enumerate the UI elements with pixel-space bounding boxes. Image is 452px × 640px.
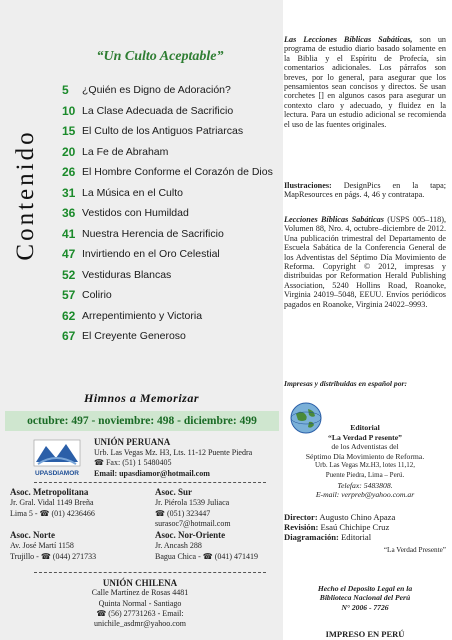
publication-info: Lecciones Bíblicas Sabáticas (USPS 005–118), Volumen 88, Nro. 4, octubre–diciembre de 2012. Una publicación trimestral del Departamento de Escuela Sabática de la Conferencia General de los Adventistas del Séptimo Día Movimiento de Reforma. Copyright © 2012, impresas y distribuidas por Reformation Herald Publishing Association, 5240 Hollins Road, Roanoke, Virginia 24019–5048, EEUU. Envíos periódicos pagados en Roanoke, Virginia 24022–9993. — [284, 215, 446, 309]
toc-item: 67 El Creyente Generoso — [62, 329, 186, 344]
union-chilena-info: UNIÓN CHILENA Calle Martínez de Rosas 4481 Quinta Normal - Santiago ☎ (56) 27731263 - Email: unichile_asdmr@yahoo.com — [91, 578, 189, 629]
toc-item: 20 La Fe de Abraham — [62, 144, 169, 159]
asoc-sur: Asoc. Sur Jr. Piérola 1539 Juliaca ☎ (051) 323447 surasoc7@hotmail.com — [155, 487, 231, 529]
diagramacion-sub: “La Verdad Presente” — [383, 546, 446, 554]
toc-item: 52 Vestiduras Blancas — [62, 267, 172, 282]
toc-item: 10 La Clase Adecuada de Sacrificio — [62, 103, 234, 118]
toc-item: 47 Invirtiendo en el Oro Celestial — [62, 247, 220, 262]
toc-item: 41 Nuestra Herencia de Sacrificio — [62, 226, 224, 241]
toc-item: 62 Arrepentimiento y Victoria — [62, 308, 203, 323]
toc-item: 36 Vestidos con Humildad — [62, 206, 189, 221]
divider — [34, 482, 266, 483]
toc-item: 5 ¿Quién es Digno de Adoración? — [62, 83, 231, 98]
asoc-nor-oriente: Asoc. Nor-Oriente Jr. Ancash 288 Bagua Chica - ☎ (041) 471419 — [155, 530, 259, 561]
asoc-metropolitana: Asoc. Metropolitana Jr. Gral. Vidal 1149 Breña Lima 5 - ☎ (01) 4236466 — [10, 487, 95, 518]
table-of-contents — [62, 80, 282, 347]
asoc-norte: Asoc. Norte Av. José Martí 1158 Trujillo - ☎ (044) 271733 — [10, 530, 97, 561]
toc-item: 26 El Hombre Conforme el Corazón de Dios — [62, 165, 273, 180]
main-title: “Un Culto Aceptable” — [96, 49, 224, 64]
toc-item: 57 Colirio — [62, 288, 112, 303]
hymns-dates: octubre: 497 - noviembre: 498 - diciembre: 499 — [5, 411, 279, 431]
toc-item: 15 El Culto de los Antiguos Patriarcas — [62, 124, 244, 139]
svg-text:UPASDIAMOR: UPASDIAMOR — [35, 470, 79, 477]
toc-item: 31 La Música en el Culto — [62, 185, 183, 200]
legal-deposit: Hecho el Deposito Legal en la Biblioteca Nacional del Perú N° 2006 - 7726 — [317, 584, 413, 612]
union-peruana-info: UNIÓN PERUANA Urb. Las Vegas Mz. H3, Lts. 11-12 Puente Piedra ☎ Fax: (51) 1 5480405 Email: upasdiamor@hotmail.com — [94, 437, 253, 478]
divider — [34, 572, 266, 573]
vertical-title: Contenido — [12, 129, 39, 261]
editorial-block: Editorial “La Verdad P resente” de los Adventistas del Séptimo Día Movimiento de Reforma. Urb. Las Vegas Mz.H3, lotes 11,12, Puente Piedra, Lima – Perú. Telefax: 5483808. E-mail: verpreb@yahoo.com.ar — [305, 423, 425, 500]
distribution-note: Impresas y distribuidas en español por: — [284, 379, 407, 388]
printed-in: IMPRESO EN PERÚ — [325, 629, 405, 639]
hymns-title: Himnos a Memorizar — [83, 391, 200, 405]
illustrations-credit: Ilustraciones: DesignPics en la tapa; MapResources en págs. 4, 46 y contratapa. — [284, 181, 446, 200]
intro-paragraph: Las Lecciones Bíblicas Sabáticas, son un programa de estudio diario basado solamente en la Biblia y el Espíritu de Profecía, sin comentarios adicionales. Los párrafos son breves, por lo general, para asegurar que los pensamientos sean concisos y directos. Se usan corchetes [] en algunos casos para asegurar un contexto claro y adecuado, y fluidez en la lectura. Para un estudio adicional se recomienda el uso de las fuentes originales. — [284, 35, 447, 129]
staff-credits: Director: Augusto Chino Apaza Revisión: Esaú Chichipe Cruz Diagramación: Editorial — [284, 512, 396, 543]
union-logo-icon — [26, 438, 88, 478]
